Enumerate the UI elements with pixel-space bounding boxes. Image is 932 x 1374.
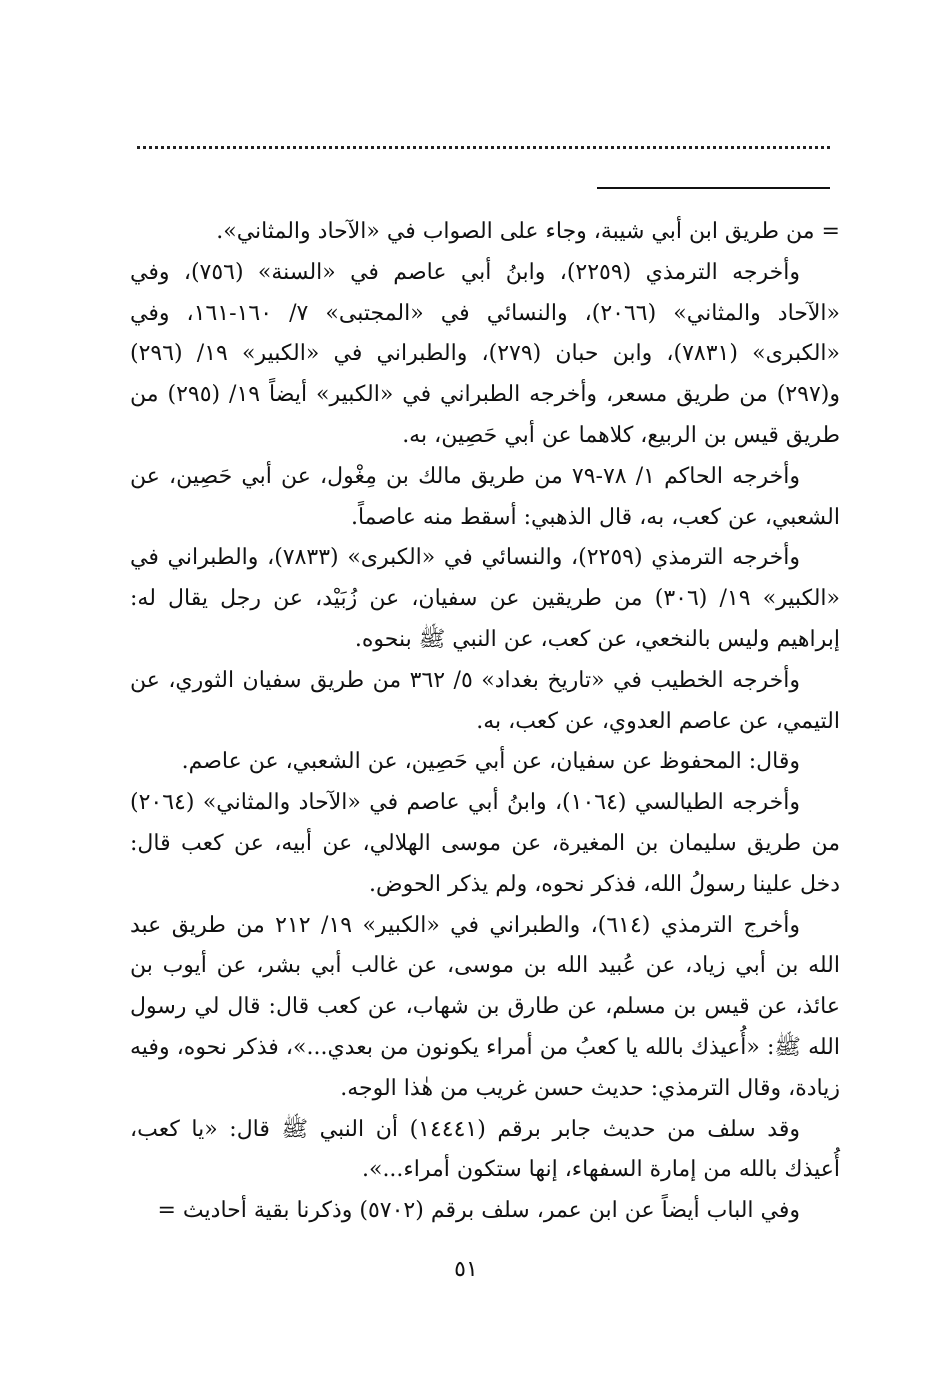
footnote-paragraph: وقد سلف من حديث جابر برقم (١٤٤٤١) أن النبي ﷺ قال: «يا كعب، أُعيذك بالله من إمارة السفهاء، إنها ستكون أمراء...». [130,1116,840,1183]
footnote-paragraph: = من طريق ابن أبي شيبة، وجاء على الصواب في «الآحاد والمثاني». [216,219,840,244]
footnote-paragraph: وأخرجه الترمذي (٢٢٥٩)، والنسائي في «الكبرى» (٧٨٣٣)، والطبراني في «الكبير» ١٩/ (٣٠٦) من طريقين عن سفيان، عن زُبَيْد، عن رجل يقال له: إبراهيم وليس بالنخعي، عن كعب، عن النبي ﷺ بنحوه. [130,545,840,652]
footnote-separator-line [597,187,830,189]
footnote-paragraph: وأخرج الترمذي (٦١٤)، والطبراني في «الكبير» ١٩/ ٢١٢ من طريق عبد الله بن أبي زياد، عن عُبيد الله بن موسى، عن غالب أبي بشر، عن أيوب بن عائذ، عن قيس بن مسلم، عن طارق بن شهاب، عن كعب قال: قال لي رسول الله ﷺ: «أُعيذك بالله يا كعبُ من أمراء يكونون من بعدي...»، فذكر نحوه، وفيه زيادة، وقال الترمذي: حديث حسن غريب من هٰذا الوجه. [130,912,840,1101]
footnote-paragraph: وفي الباب أيضاً عن ابن عمر، سلف برقم (٥٧٠٢) وذكرنا بقية أحاديث = [157,1198,800,1224]
footnote-paragraph: وقال: المحفوظ عن سفيان، عن أبي حَصِين، عن الشعبي، عن عاصم. [181,749,800,775]
footnote-paragraph: وأخرجه الحاكم ١/ ٧٨-٧٩ من طريق مالك بن مِغْول، عن أبي حَصِين، عن الشعبي، عن كعب، به، قال الذهبي: أسقط منه عاصماً. [130,463,840,530]
footnote-paragraph: وأخرجه الترمذي (٢٢٥٩)، وابنُ أبي عاصم في «السنة» (٧٥٦)، وفي «الآحاد والمثاني» (٢٠٦٦)، والنسائي في «المجتبى» ٧/ ١٦٠-١٦١، وفي «الكبرى» (٧٨٣١)، وابن حبان (٢٧٩)، والطبراني في «الكبير» ١٩/ (٢٩٦) و(٢٩٧) من طريق مسعر، وأخرجه الطبراني في «الكبير» أيضاً ١٩/ (٢٩٥) من طريق قيس بن الربيع، كلاهما عن أبي حَصِين، به. [130,259,841,448]
footnote-paragraph: وأخرجه الطيالسي (١٠٦٤)، وابنُ أبي عاصم في «الآحاد والمثاني» (٢٠٦٤) من طريق سليمان بن المغيرة، عن موسى الهلالي، عن أبيه، عن كعب قال: دخل علينا رسولُ الله، فذكر نحوه، ولم يذكر الحوض. [130,790,840,897]
footnote-text-block [130,212,840,1232]
page-number: ٥١ [454,1257,478,1282]
dotted-separator [137,146,830,149]
footnote-paragraph: وأخرجه الخطيب في «تاريخ بغداد» ٥/ ٣٦٢ من طريق سفيان الثوري، عن التيمي، عن عاصم العدوي، عن كعب، به. [130,667,840,734]
